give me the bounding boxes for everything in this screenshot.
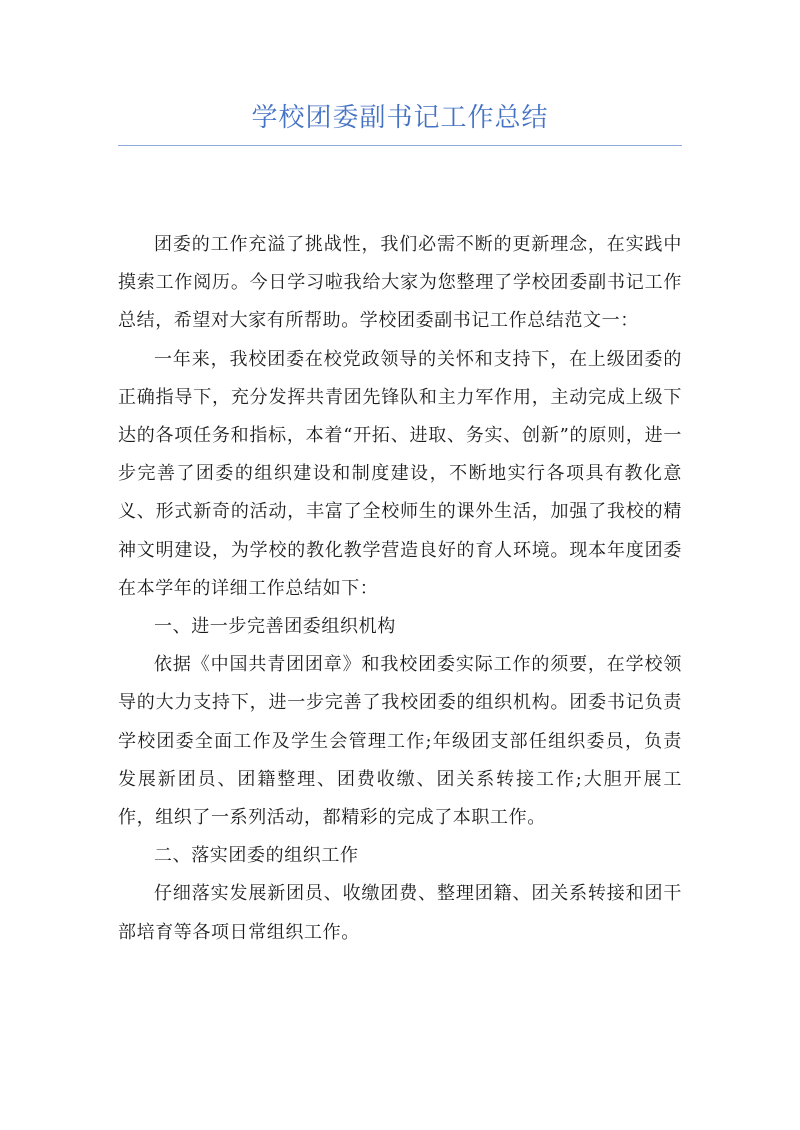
paragraph-section-2: 仔细落实发展新团员、收缴团费、整理团籍、团关系转接和团干部培育等各项日常组织工作。 — [118, 883, 682, 943]
document-title: 学校团委副书记工作总结 — [251, 103, 549, 133]
section-heading-1: 一、进一步完善团委组织机构 — [154, 616, 396, 638]
document-body — [118, 226, 682, 952]
paragraph-section-1: 依据《中国共青团团章》和我校团委实际工作的须要，在学校领导的大力支持下，进一步完善了我校团委的组织机构。团委书记负责学校团委全面工作及学生会管理工作;年级团支部任组织委员，负责发展新团员、团籍整理、团费收缴、团关系转接工作;大胆开展工作，组织了一系列活动，都精彩的完成了本职工作。 — [118, 654, 682, 829]
title-underline — [118, 145, 682, 146]
section-heading-2: 二、落实团委的组织工作 — [154, 845, 359, 867]
paragraph-intro: 团委的工作充溢了挑战性，我们必需不断的更新理念，在实践中摸索工作阅历。今日学习啦我给大家为您整理了学校团委副书记工作总结，希望对大家有所帮助。学校团委副书记工作总结范文一： — [118, 234, 682, 332]
paragraph-overview: 一年来，我校团委在校党政领导的关怀和支持下，在上级团委的正确指导下，充分发挥共青团先锋队和主力军作用，主动完成上级下达的各项任务和指标，本着“开拓、进取、务实、创新”的原则，进一步完善了团委的组织建设和制度建设，不断地实行各项具有教化意义、形式新奇的活动，丰富了全校师生的课外生活，加强了我校的精神文明建设，为学校的教化教学营造良好的育人环境。现本年度团委在本学年的详细工作总结如下： — [118, 348, 682, 599]
